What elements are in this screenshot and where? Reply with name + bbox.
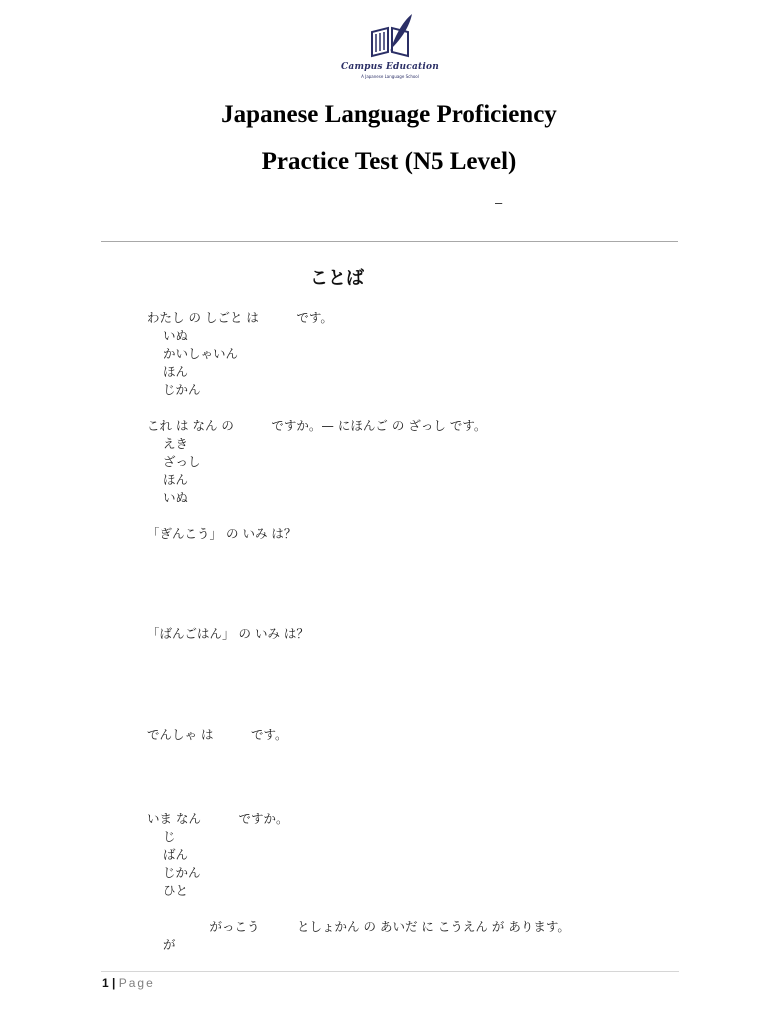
question-2-option-1: えき bbox=[163, 436, 189, 451]
logo-name: Campus Education bbox=[341, 62, 439, 72]
question-1-option-2: かいしゃいん bbox=[163, 346, 239, 361]
page-label: Page bbox=[118, 976, 155, 990]
question-5: でんしゃ は です。 bbox=[147, 727, 288, 742]
document-title-line2: Practice Test (N5 Level) bbox=[261, 148, 517, 175]
question-6-option-1: じ bbox=[163, 829, 176, 844]
question-4: 「ばんごはん」 の いみ は？ bbox=[147, 626, 309, 641]
question-2-option-2: ざっし bbox=[163, 454, 201, 469]
question-1-option-4: じかん bbox=[163, 382, 201, 397]
footer-divider bbox=[101, 971, 679, 972]
page-footer bbox=[102, 975, 155, 991]
question-6-option-3: じかん bbox=[163, 865, 201, 880]
question-1: わたし の しごと は です。 bbox=[147, 310, 333, 325]
logo bbox=[330, 12, 450, 80]
question-3: 「ぎんこう」 の いみ は？ bbox=[147, 526, 297, 541]
question-6: いま なん ですか。 bbox=[147, 811, 289, 826]
document-title-line1: Japanese Language Proficiency bbox=[221, 101, 557, 128]
question-1-option-1: いぬ bbox=[163, 328, 189, 343]
header-divider bbox=[101, 241, 678, 242]
question-7: がっこう としょかん の あいだ に こうえん が あります。 bbox=[147, 919, 570, 934]
question-2-option-3: ほん bbox=[163, 472, 189, 487]
title-dash: – bbox=[495, 195, 503, 210]
logo-tagline: A Japanese Language School bbox=[361, 74, 419, 79]
section-heading: ことば bbox=[310, 268, 364, 289]
book-quill-icon bbox=[366, 12, 414, 60]
question-7-option-1: が bbox=[163, 937, 176, 952]
question-6-option-2: ばん bbox=[163, 847, 189, 862]
question-2-option-4: いぬ bbox=[163, 490, 189, 505]
question-1-option-3: ほん bbox=[163, 364, 189, 379]
footer-separator: | bbox=[112, 976, 116, 990]
question-2: これ は なん の ですか。— にほんご の ざっし です。 bbox=[147, 418, 487, 433]
question-6-option-4: ひと bbox=[163, 883, 189, 898]
page-number: 1 bbox=[102, 976, 109, 990]
